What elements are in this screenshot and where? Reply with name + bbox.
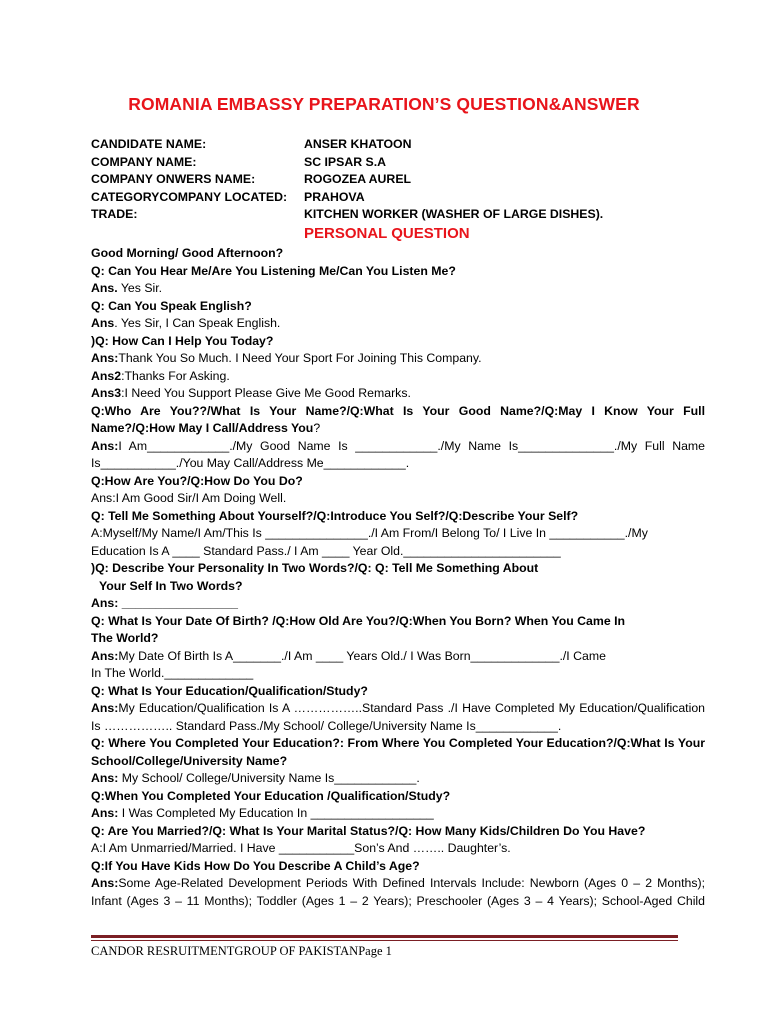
- question-text: Q: What Is Your Education/Qualification/Study?: [91, 683, 368, 698]
- answer-line: [91, 490, 705, 508]
- answer-text: :I Need You Support Please Give Me Good Remarks.: [121, 386, 411, 400]
- section-heading: PERSONAL QUESTION: [304, 225, 470, 242]
- question-line: [91, 858, 705, 876]
- question-text: Q: Where You Completed Your Education?: From Where You Completed Your Education?/Q:What Is Your: [91, 736, 705, 750]
- answer-text: Is …………….. Standard Pass./My School/ College/University Name Is____________.: [91, 718, 562, 733]
- question-line: [91, 333, 705, 351]
- answer-text: Ans:I Am Good Sir/I Am Doing Well.: [91, 491, 287, 505]
- question-line: [91, 403, 705, 421]
- question-line: [91, 560, 705, 578]
- answer-text: Yes Sir.: [117, 281, 163, 295]
- question-text: Q:How Are You?/Q:How Do You Do?: [91, 473, 303, 488]
- answer-line: [91, 718, 705, 736]
- question-text: Q: What Is Your Date Of Birth? /Q:How Old Are You?/Q:When You Born? When You Came In: [91, 613, 626, 628]
- info-value: PRAHOVA: [304, 189, 365, 204]
- question-line: [91, 578, 705, 596]
- answer-line: [91, 893, 705, 911]
- question-line: [91, 630, 705, 648]
- question-text: )Q: Describe Your Personality In Two Words?/Q: Q: Tell Me Something About: [91, 561, 539, 575]
- question-line: [91, 420, 705, 438]
- question-text: Q:Who Are You??/What Is Your Name?/Q:What Is Your Good Name?/Q:May I Know Your Full: [91, 403, 705, 418]
- page-number: Page 1: [358, 944, 392, 958]
- answer-text: :Thanks For Asking.: [121, 368, 230, 383]
- answer-lead: Ans:: [91, 771, 119, 785]
- answer-text: I Was Completed My Education In __________________: [118, 806, 434, 820]
- answer-line: [91, 280, 705, 298]
- answer-text: . Yes Sir, I Can Speak English.: [114, 316, 281, 330]
- answer-text: In The World._____________: [91, 666, 254, 680]
- answer-lead: Ans3: [91, 386, 122, 400]
- answer-lead: Ans: [91, 316, 115, 330]
- answer-text: Infant (Ages 3 – 11 Months); Toddler (Ages 1 – 2 Years); Preschooler (Ages 3 – 4 Years); School-Aged Child: [91, 893, 705, 908]
- question-line: [91, 753, 705, 771]
- info-label: CATEGORYCOMPANY LOCATED:: [91, 189, 288, 204]
- answer-text: I Am____________./My Good Name Is ____________./My Name Is______________./My Full Name: [118, 438, 705, 453]
- info-label: TRADE:: [91, 207, 138, 221]
- question-text: Q: Are You Married?/Q: What Is Your Marital Status?/Q: How Many Kids/Children Do You Have?: [91, 823, 646, 838]
- question-line: [91, 473, 705, 491]
- answer-line: [91, 438, 705, 456]
- answer-line: [91, 840, 705, 858]
- answer-line: [91, 700, 705, 718]
- answer-line: [91, 875, 705, 893]
- answer-line: [91, 770, 705, 788]
- answer-line: [91, 315, 705, 333]
- question-text: Q: Can You Hear Me/Are You Listening Me/Can You Listen Me?: [91, 263, 456, 278]
- answer-line: [91, 368, 705, 386]
- question-text: Q:When You Completed Your Education /Qualification/Study?: [91, 788, 451, 803]
- info-label: COMPANY NAME:: [91, 154, 197, 169]
- question-line: [91, 613, 705, 631]
- answer-text: My Education/Qualification Is A ……………..Standard Pass ./I Have Completed My Education/Qualification: [118, 701, 705, 715]
- question-text: )Q: How Can I Help You Today?: [91, 333, 274, 348]
- answer-lead: Ans:: [91, 351, 119, 365]
- question-line: [91, 823, 705, 841]
- answer-line: [91, 805, 705, 823]
- answer-lead: Ans.: [91, 281, 118, 295]
- answer-text: My School/ College/University Name Is____________.: [118, 771, 420, 785]
- answer-line: [91, 350, 705, 368]
- info-value: ROGOZEA AUREL: [304, 172, 412, 186]
- answer-lead: Ans:: [91, 438, 119, 453]
- info-value: KITCHEN WORKER (WASHER OF LARGE DISHES).: [304, 207, 604, 221]
- page-title: ROMANIA EMBASSY PREPARATION’S QUESTION&ANSWER: [128, 94, 640, 114]
- info-value: SC IPSAR S.A: [304, 154, 386, 169]
- answer-lead: Ans:: [91, 806, 119, 820]
- answer-lead: Ans2: [91, 368, 122, 383]
- answer-text: Some Age-Related Development Periods With Defined Intervals Include: Newborn (Ages 0 – 2 Months);: [118, 876, 705, 890]
- answer-line: [91, 665, 705, 683]
- question-line: [91, 263, 705, 281]
- question-text: Your Self In Two Words?: [99, 578, 243, 593]
- answer-text: A:I Am Unmarried/Married. I Have ___________Son’s And …….. Daughter’s.: [91, 841, 511, 855]
- question-text: Q:If You Have Kids How Do You Describe A Child’s Age?: [91, 858, 420, 873]
- question-line: [91, 683, 705, 701]
- page-footer: [91, 944, 392, 959]
- answer-line: [91, 648, 705, 666]
- question-line: [91, 595, 705, 613]
- question-text: School/College/University Name?: [91, 753, 288, 768]
- footer-rule: [91, 935, 678, 938]
- answer-text: Thank You So Much. I Need Your Sport For Joining This Company.: [118, 351, 482, 365]
- answer-lead: Ans:: [91, 876, 119, 890]
- info-value: ANSER KHATOON: [304, 137, 412, 151]
- answer-lead: Ans:: [91, 648, 119, 663]
- answer-line: [91, 385, 705, 403]
- info-label: CANDIDATE NAME:: [91, 137, 207, 151]
- footer-text: CANDOR RESRUITMENTGROUP OF PAKISTAN: [91, 944, 359, 958]
- question-text: Q: Can You Speak English?: [91, 298, 252, 313]
- question-text: The World?: [91, 631, 159, 645]
- info-label: COMPANY ONWERS NAME:: [91, 172, 256, 186]
- footer-rule-thin: [91, 940, 678, 941]
- question-line: [91, 245, 705, 263]
- answer-text: My Date Of Birth Is A_______./I Am ____ Years Old./ I Was Born_____________./I Came: [118, 648, 606, 663]
- question-text: Ans: _________________: [91, 596, 239, 610]
- question-text: Name?/Q:How May I Call/Address You: [91, 421, 314, 435]
- answer-line: [91, 455, 705, 473]
- answer-text: A:Myself/My Name/I Am/This Is _______________./I Am From/I Belong To/ I Live In ___________./My: [91, 526, 648, 540]
- question-text: Q: Tell Me Something About Yourself?/Q:Introduce You Self?/Q:Describe Your Self?: [91, 508, 579, 523]
- question-text: Good Morning/ Good Afternoon?: [91, 246, 284, 260]
- answer-line: [91, 525, 705, 543]
- answer-line: [91, 543, 705, 561]
- answer-text: Is___________./You May Call/Address Me____________.: [91, 456, 410, 470]
- question-line: [91, 788, 705, 806]
- question-line: [91, 298, 705, 316]
- answer-lead: Ans:: [91, 701, 119, 715]
- question-line: [91, 508, 705, 526]
- question-line: [91, 735, 705, 753]
- answer-text: Education Is A ____ Standard Pass./ I Am ____ Year Old._______________________: [91, 543, 561, 558]
- question-tail: ?: [313, 421, 321, 435]
- qa-content: [91, 245, 705, 910]
